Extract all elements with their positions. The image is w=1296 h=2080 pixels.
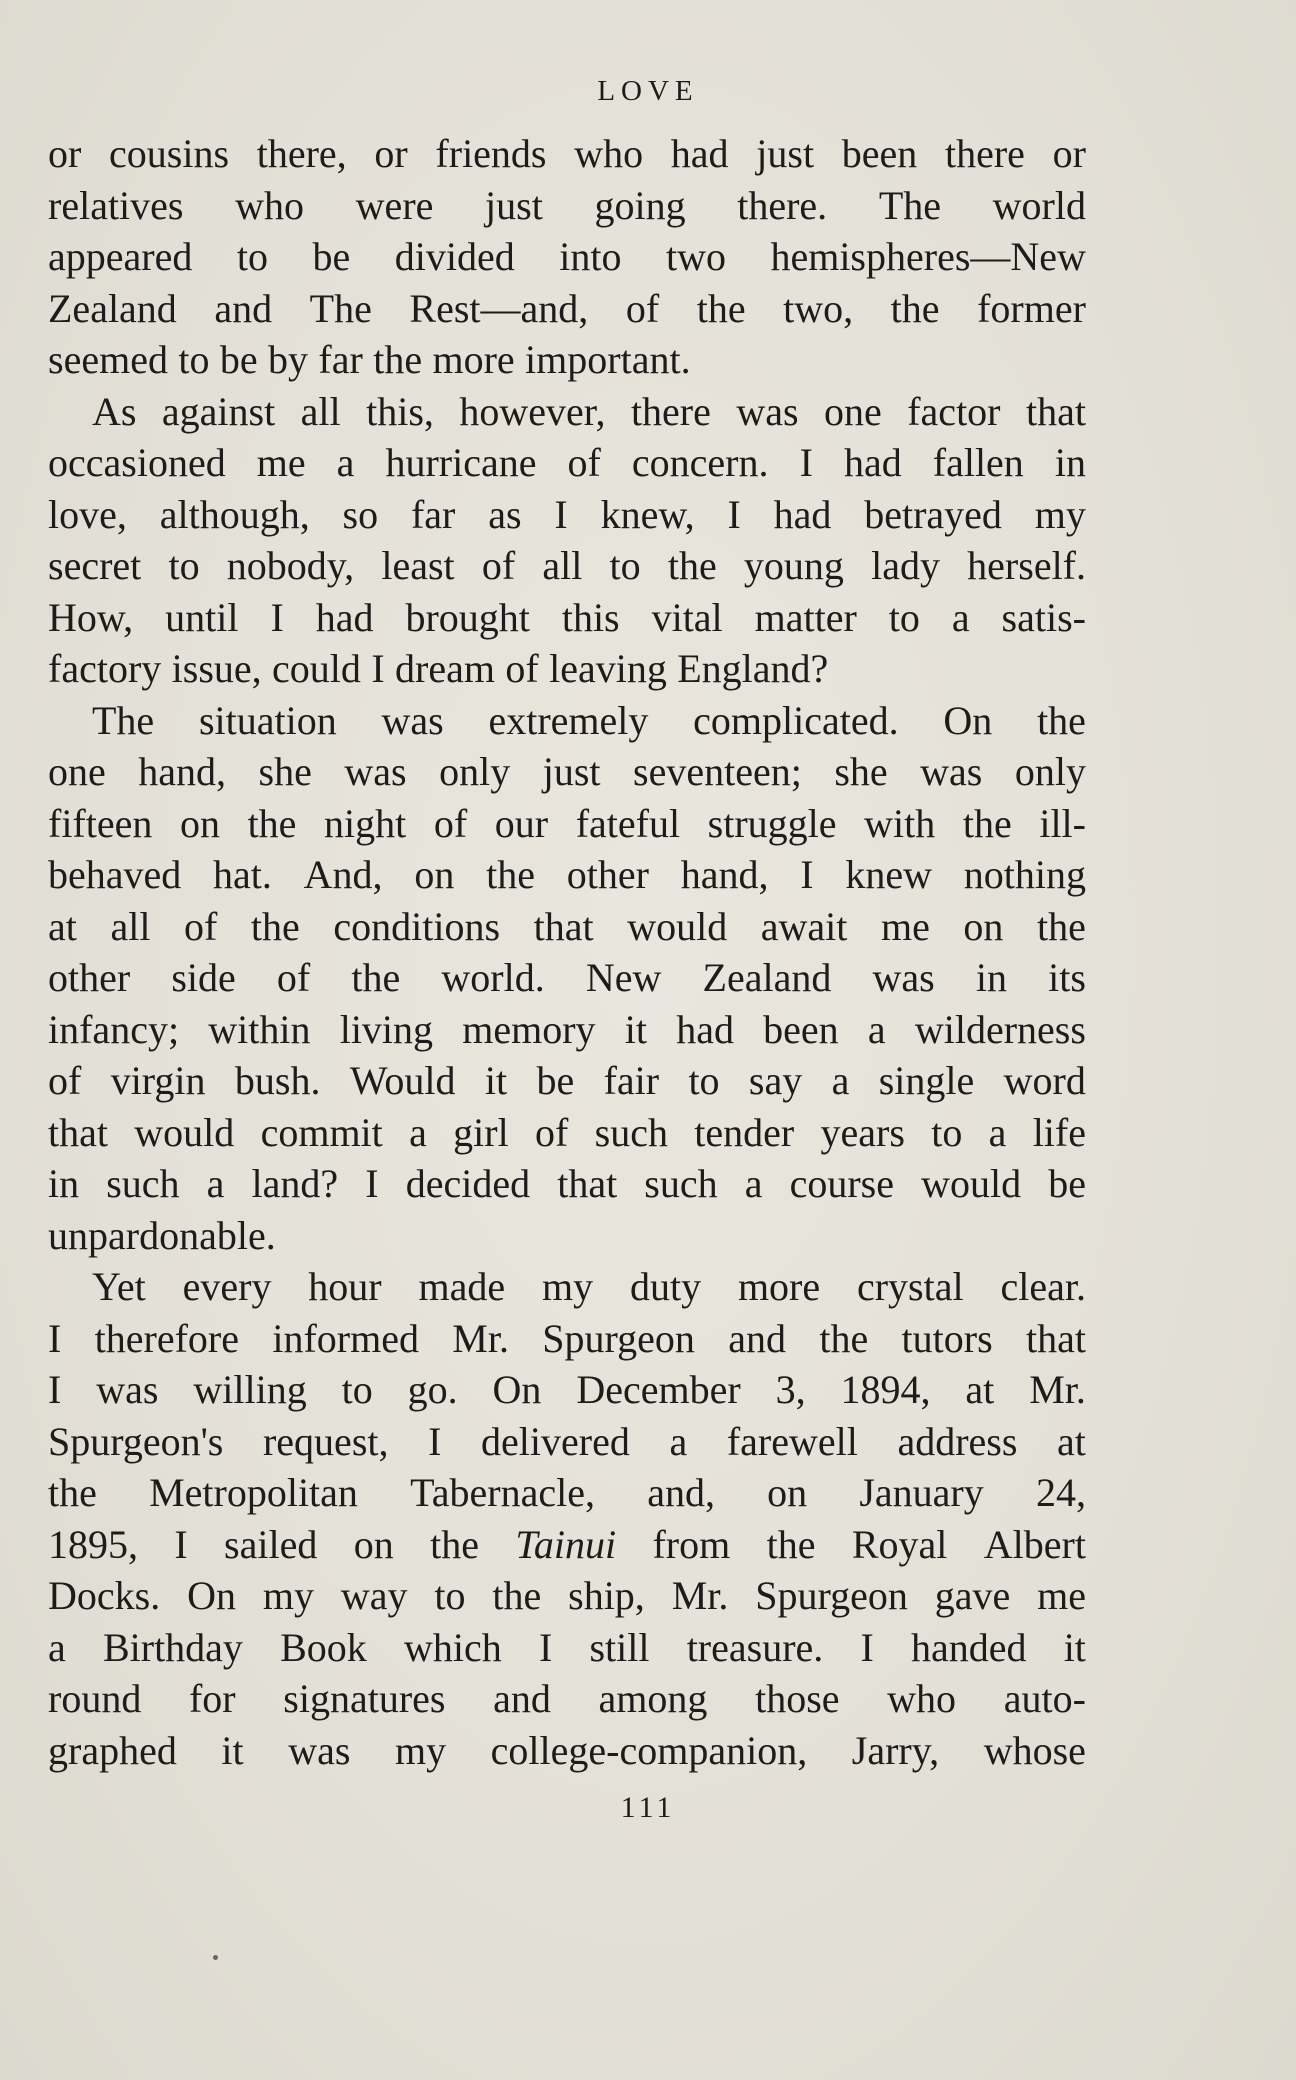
text-line: The situation was extremely complicated. On the xyxy=(92,697,1086,743)
text-line: appeared to be divided into two hemispheres—New xyxy=(48,234,1086,279)
text-line: in such a land? I decided that such a course would be xyxy=(48,1161,1086,1206)
paper-speck xyxy=(213,1955,218,1960)
text-line: infancy; within living memory it had been a wilderness xyxy=(48,1006,1086,1052)
text-line: 1895, I sailed on the Tainui from the Royal Albert xyxy=(48,1521,1086,1567)
text-line: Docks. On my way to the ship, Mr. Spurgeon gave me xyxy=(48,1573,1086,1618)
text-line: factory issue, could I dream of leaving England? xyxy=(48,646,829,691)
text-line: As against all this, however, there was one factor that xyxy=(92,388,1086,434)
text-line: Spurgeon's request, I delivered a farewell address at xyxy=(48,1418,1086,1464)
text-line: unpardonable. xyxy=(48,1212,276,1258)
text-line: graphed it was my college-companion, Jarry, whose xyxy=(48,1727,1086,1773)
text-line: one hand, she was only just seventeen; she was only xyxy=(48,749,1086,794)
text-line: fifteen on the night of our fateful struggle with the ill- xyxy=(48,800,1086,846)
text-line: seemed to be by far the more important. xyxy=(48,337,691,382)
text-line: How, until I had brought this vital matter to a satis- xyxy=(48,594,1086,640)
text-line: other side of the world. New Zealand was in its xyxy=(48,955,1086,1000)
text-line: that would commit a girl of such tender years to a life xyxy=(48,1109,1086,1155)
text-line: at all of the conditions that would await me on the xyxy=(48,903,1086,949)
text-line: a Birthday Book which I still treasure. I handed it xyxy=(48,1624,1086,1670)
page-number: 111 xyxy=(620,1791,676,1824)
text-line: relatives who were just going there. The world xyxy=(48,182,1086,228)
text-line: behaved hat. And, on the other hand, I knew nothing xyxy=(48,852,1086,897)
text-line: I was willing to go. On December 3, 1894, at Mr. xyxy=(48,1367,1086,1412)
text-line: round for signatures and among those who auto- xyxy=(48,1676,1086,1721)
text-line: Yet every hour made my duty more crystal clear. xyxy=(92,1264,1086,1309)
running-head: LOVE xyxy=(597,75,699,107)
text-line: the Metropolitan Tabernacle, and, on January 24, xyxy=(48,1470,1086,1515)
body-text xyxy=(48,128,1086,1776)
text-line: I therefore informed Mr. Spurgeon and the tutors that xyxy=(48,1315,1086,1361)
text-line: of virgin bush. Would it be fair to say a single word xyxy=(48,1058,1086,1103)
text-line: or cousins there, or friends who had just been there or xyxy=(48,131,1086,176)
text-line: secret to nobody, least of all to the young lady herself. xyxy=(48,543,1086,588)
text-line: love, although, so far as I knew, I had betrayed my xyxy=(48,491,1086,537)
text-line: occasioned me a hurricane of concern. I had fallen in xyxy=(48,440,1086,485)
text-line: Zealand and The Rest—and, of the two, the former xyxy=(48,285,1086,331)
